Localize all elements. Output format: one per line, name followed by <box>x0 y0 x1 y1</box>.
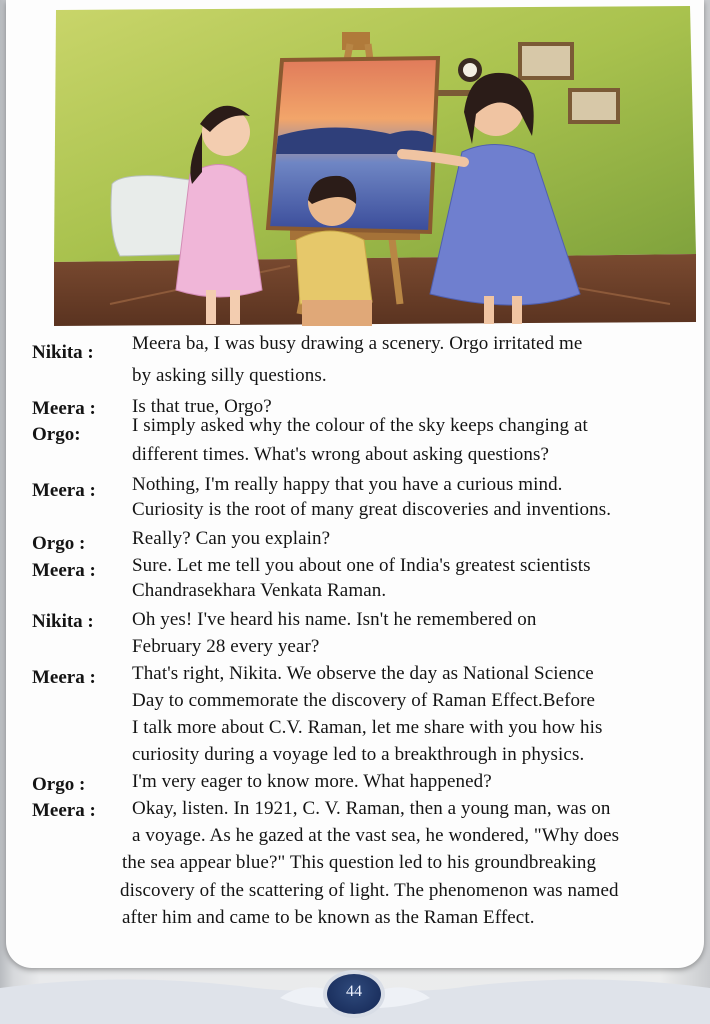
dialogue-line: I talk more about C.V. Raman, let me share with you how his <box>132 717 603 738</box>
dialogue-line: a voyage. As he gazed at the vast sea, he wondered, "Why does <box>132 825 620 846</box>
dialogue-line: I simply asked why the colour of the sky keeps changing at <box>132 415 588 436</box>
dialogue-line: discovery of the scattering of light. The phenomenon was named <box>120 880 619 901</box>
speaker-label: Orgo : <box>32 774 86 795</box>
dialogue-line: curiosity during a voyage led to a breakthrough in physics. <box>132 744 585 765</box>
page-number: 44 <box>346 983 362 1000</box>
dialogue-line: That's right, Nikita. We observe the day as National Science <box>132 663 594 684</box>
dialogue-line: February 28 every year? <box>132 636 320 657</box>
dialogue-line: Sure. Let me tell you about one of India's greatest scientists <box>132 555 591 576</box>
dialogue-line: Chandrasekhara Venkata Raman. <box>132 580 387 601</box>
dialogue-line: Meera ba, I was busy drawing a scenery. Orgo irritated me <box>132 333 583 354</box>
dialogue-line: Day to commemorate the discovery of Raman Effect.Before <box>132 690 596 711</box>
dialogue-line: Oh yes! I've heard his name. Isn't he remembered on <box>132 609 537 630</box>
dialogue-line: after him and came to be known as the Raman Effect. <box>122 907 535 928</box>
dialogue-line: Is that true, Orgo? <box>132 396 272 417</box>
dialogue-line: the sea appear blue?" This question led to his groundbreaking <box>122 852 597 873</box>
dialogue-line: I'm very eager to know more. What happened? <box>132 771 492 792</box>
speaker-label: Meera : <box>32 560 96 581</box>
speaker-label: Orgo : <box>32 533 86 554</box>
dialogue-line: Curiosity is the root of many great discoveries and inventions. <box>132 499 612 520</box>
speaker-label: Meera : <box>32 480 96 501</box>
speaker-label: Nikita : <box>32 611 94 632</box>
speaker-label: Orgo: <box>32 424 81 445</box>
dialogue-line: Okay, listen. In 1921, C. V. Raman, then a young man, was on <box>132 798 611 819</box>
dialogue-line: Really? Can you explain? <box>132 528 331 549</box>
speaker-label: Meera : <box>32 398 96 419</box>
speaker-label: Meera : <box>32 800 96 821</box>
speaker-label: Meera : <box>32 667 96 688</box>
dialogue-line: Nothing, I'm really happy that you have a curious mind. <box>132 474 563 495</box>
dialogue-line: different times. What's wrong about asking questions? <box>132 444 549 465</box>
dialogue-line: by asking silly questions. <box>132 365 327 386</box>
speaker-label: Nikita : <box>32 342 94 363</box>
